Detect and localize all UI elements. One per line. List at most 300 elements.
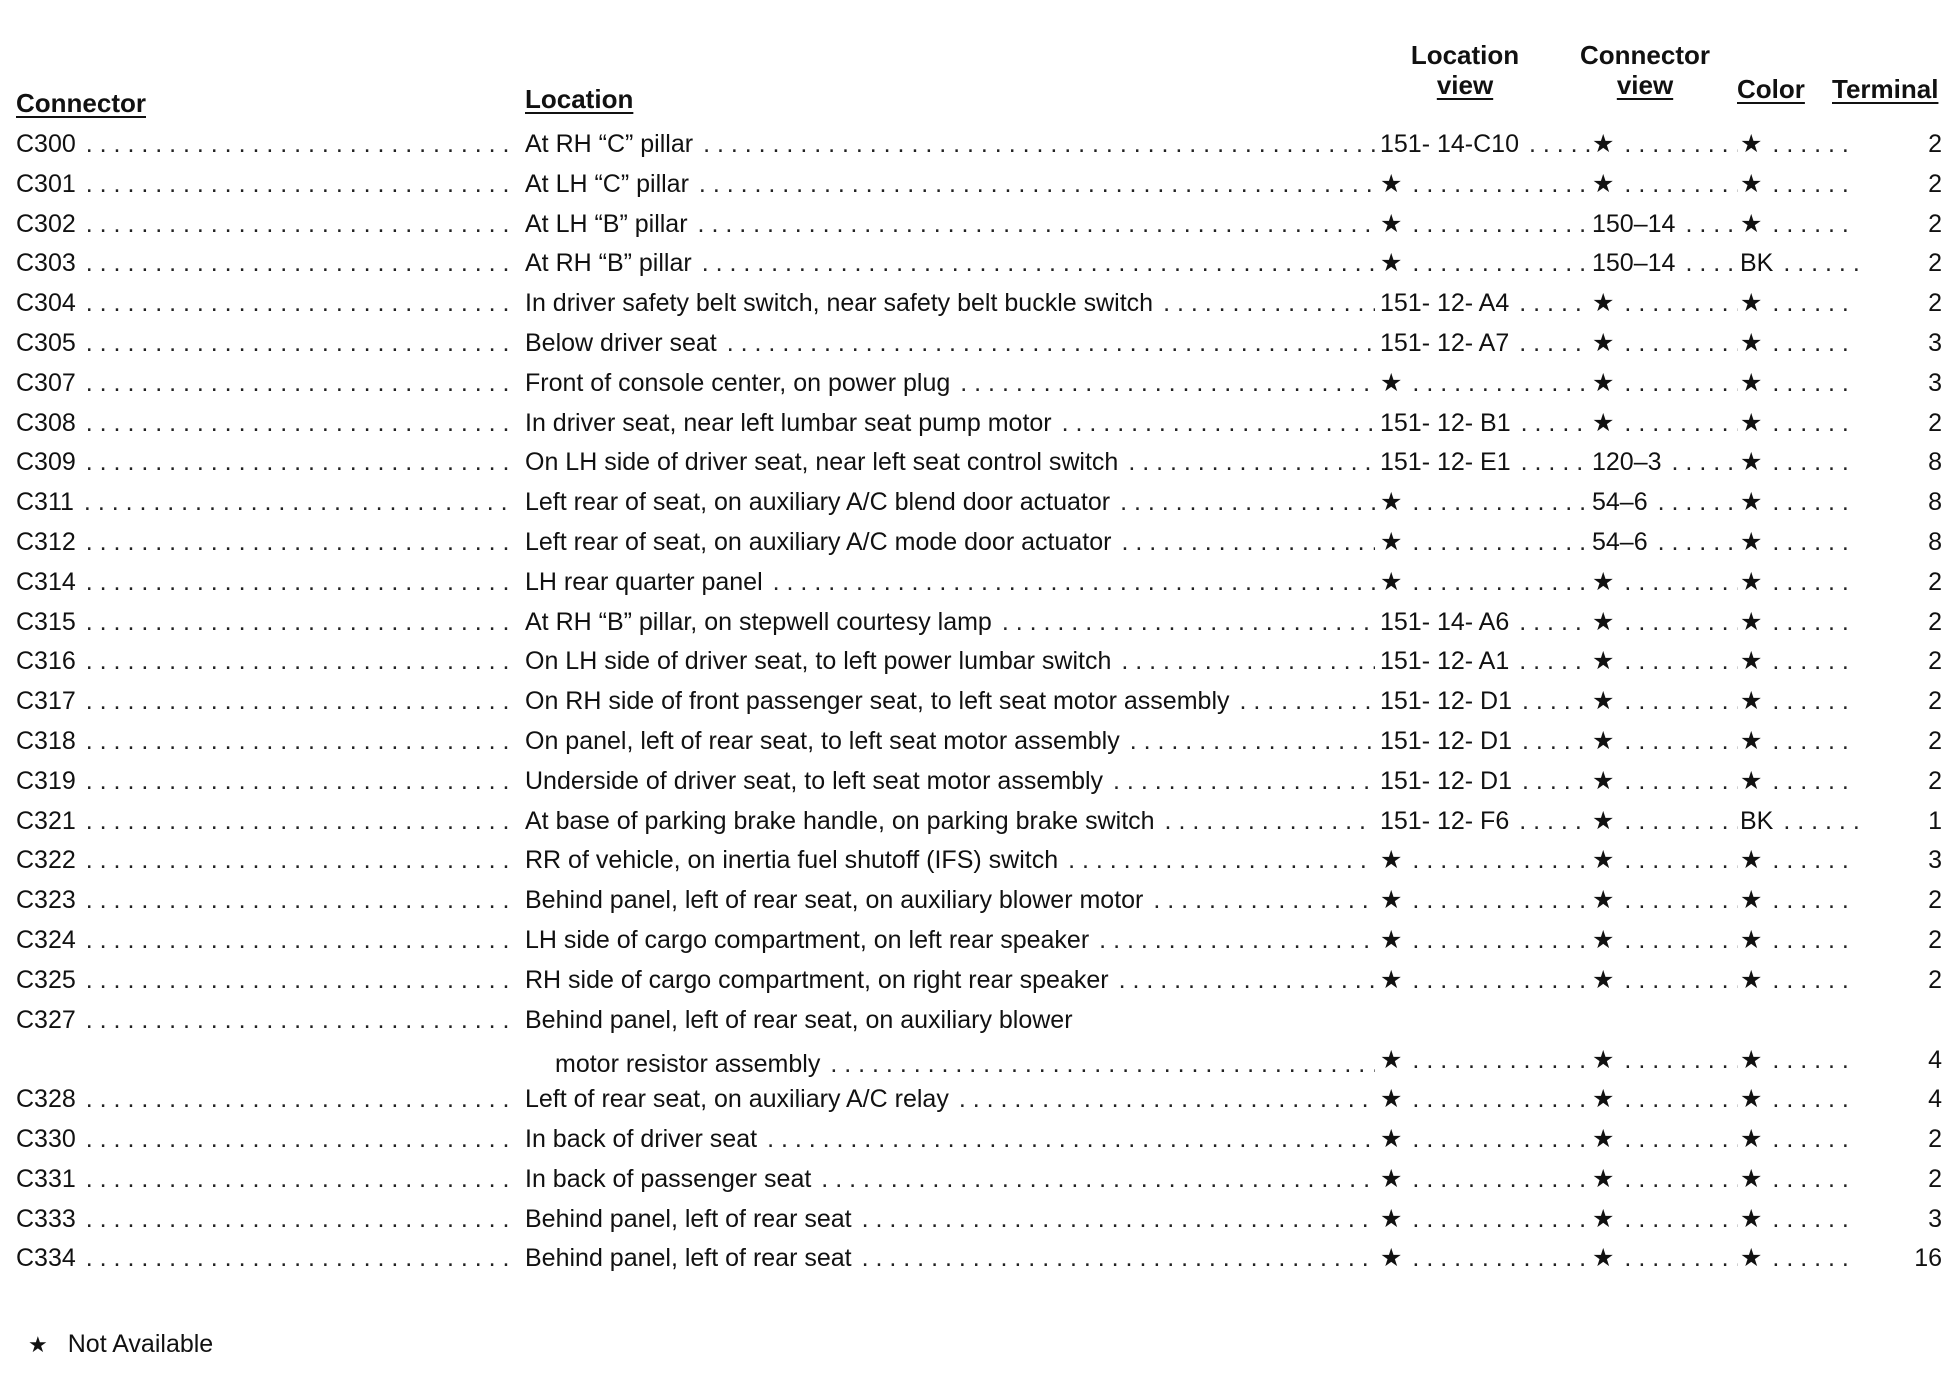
dot-leader xyxy=(727,328,1375,358)
location-cell xyxy=(525,1005,1375,1081)
dot-leader xyxy=(1624,607,1738,637)
connector-id-text: C305 xyxy=(16,328,76,357)
dot-leader xyxy=(86,567,516,597)
dot-leader xyxy=(1624,1204,1738,1234)
dot-leader xyxy=(1772,845,1858,875)
header-connector-view-line2: view xyxy=(1616,70,1674,100)
location-text-text: Behind panel, left of rear seat, on auxiliary blower motor xyxy=(525,886,1144,915)
wire-color xyxy=(1740,1164,1858,1194)
wire-color xyxy=(1740,607,1858,637)
dot-leader xyxy=(1772,726,1858,756)
header-connector: Connector xyxy=(16,88,146,118)
wire-color xyxy=(1740,1045,1858,1075)
wire-color-text: ★ xyxy=(1740,1244,1763,1273)
wire-color xyxy=(1740,885,1858,915)
location-view-text: 151- 12- F6 xyxy=(1380,806,1510,835)
wire-color xyxy=(1740,845,1858,875)
location-text xyxy=(525,487,1375,517)
location-text xyxy=(525,646,1375,676)
connector-id xyxy=(16,1084,516,1114)
dot-leader xyxy=(1624,1164,1738,1194)
wire-color xyxy=(1740,408,1858,438)
connector-view xyxy=(1592,248,1738,278)
connector-view xyxy=(1592,607,1738,637)
connector-id-text: C333 xyxy=(16,1204,76,1233)
connector-id-text: C334 xyxy=(16,1244,76,1273)
table-row xyxy=(0,124,1958,164)
location-text xyxy=(525,766,1375,796)
terminal-count: 3 xyxy=(1928,1204,1942,1233)
table-row xyxy=(0,1000,1958,1080)
terminal-count: 4 xyxy=(1928,1045,1942,1074)
connector-id xyxy=(16,965,516,995)
location-view-text: ★ xyxy=(1380,169,1403,198)
table-row xyxy=(0,323,1958,363)
location-view-text: 151- 12- B1 xyxy=(1380,408,1511,437)
dot-leader xyxy=(86,885,516,915)
connector-id xyxy=(16,527,516,557)
connector-id xyxy=(16,1164,516,1194)
table-row xyxy=(0,363,1958,403)
dot-leader xyxy=(1624,646,1738,676)
dot-leader xyxy=(1163,288,1375,318)
location-view xyxy=(1380,965,1590,995)
dot-leader xyxy=(1772,607,1858,637)
location-text xyxy=(525,686,1375,716)
dot-leader xyxy=(773,567,1375,597)
connector-id-text: C323 xyxy=(16,886,76,915)
connector-id-text: C330 xyxy=(16,1124,76,1153)
terminal-count: 2 xyxy=(1928,289,1942,318)
location-text-text: At LH “B” pillar xyxy=(525,209,688,238)
connector-view-text: 150–14 xyxy=(1592,209,1676,238)
location-text-text: On panel, left of rear seat, to left seat motor assembly xyxy=(525,726,1120,755)
dot-leader xyxy=(1412,169,1590,199)
dot-leader xyxy=(1772,1084,1858,1114)
connector-view xyxy=(1592,726,1738,756)
connector-id-text: C307 xyxy=(16,368,76,397)
connector-view-text: ★ xyxy=(1592,567,1615,596)
location-text-text: At RH “B” pillar xyxy=(525,249,692,278)
dot-leader xyxy=(1412,487,1590,517)
wire-color-text: ★ xyxy=(1740,846,1763,875)
dot-leader xyxy=(1412,965,1590,995)
dot-leader xyxy=(698,209,1375,239)
location-view-text: ★ xyxy=(1380,1204,1403,1233)
dot-leader xyxy=(1128,447,1375,477)
dot-leader xyxy=(1522,686,1590,716)
header-connector-view xyxy=(1560,40,1730,100)
connector-view-text: 54–6 xyxy=(1592,527,1648,556)
location-view-text: ★ xyxy=(1380,965,1403,994)
terminal-count: 2 xyxy=(1928,965,1942,994)
table-row xyxy=(0,602,1958,642)
connector-id xyxy=(16,686,516,716)
connector-view-text: ★ xyxy=(1592,1244,1615,1273)
dot-leader xyxy=(86,607,516,637)
connector-view xyxy=(1592,646,1738,676)
connector-id xyxy=(16,1124,516,1154)
connector-view-text: ★ xyxy=(1592,687,1615,716)
location-text xyxy=(525,726,1375,756)
location-view-text: ★ xyxy=(1380,925,1403,954)
wire-color-text: ★ xyxy=(1740,687,1763,716)
connector-view xyxy=(1592,169,1738,199)
connector-view xyxy=(1592,686,1738,716)
location-view xyxy=(1380,129,1590,159)
location-view xyxy=(1380,1045,1590,1075)
location-text-text: On RH side of front passenger seat, to left seat motor assembly xyxy=(525,687,1230,716)
wire-color xyxy=(1740,169,1858,199)
connector-view xyxy=(1592,447,1738,477)
connector-id-text: C317 xyxy=(16,687,76,716)
table-row xyxy=(0,960,1958,1000)
footnote-text: Not Available xyxy=(67,1330,214,1358)
wire-color-text: ★ xyxy=(1740,647,1763,676)
dot-leader xyxy=(1772,129,1858,159)
connector-view xyxy=(1592,1243,1738,1273)
connector-view-text: 54–6 xyxy=(1592,488,1648,517)
connector-view-text: ★ xyxy=(1592,1085,1615,1114)
location-view-text: ★ xyxy=(1380,488,1403,517)
location-view-text: ★ xyxy=(1380,527,1403,556)
dot-leader xyxy=(86,288,516,318)
dot-leader xyxy=(86,527,516,557)
connector-view xyxy=(1592,965,1738,995)
location-text xyxy=(525,527,1375,557)
terminal-count: 2 xyxy=(1928,687,1942,716)
wire-color-text: ★ xyxy=(1740,488,1763,517)
dot-leader xyxy=(86,845,516,875)
table-row xyxy=(0,880,1958,920)
connector-id-text: C301 xyxy=(16,169,76,198)
dot-leader xyxy=(1624,129,1738,159)
location-text xyxy=(525,328,1375,358)
location-view xyxy=(1380,368,1590,398)
dot-leader xyxy=(1412,567,1590,597)
terminal-count: 2 xyxy=(1928,925,1942,954)
wire-color-text: ★ xyxy=(1740,289,1763,318)
dot-leader xyxy=(1522,766,1590,796)
wire-color xyxy=(1740,925,1858,955)
terminal-count: 1 xyxy=(1928,806,1942,835)
terminal-count: 8 xyxy=(1928,448,1942,477)
table-row xyxy=(0,283,1958,323)
table-row xyxy=(0,641,1958,681)
location-text-text: LH rear quarter panel xyxy=(525,567,763,596)
dot-leader xyxy=(1772,368,1858,398)
connector-view xyxy=(1592,1124,1738,1154)
connector-id xyxy=(16,328,516,358)
location-view xyxy=(1380,408,1590,438)
location-view xyxy=(1380,1084,1590,1114)
connector-id-text: C319 xyxy=(16,766,76,795)
terminal-count: 3 xyxy=(1928,328,1942,357)
dot-leader xyxy=(1772,766,1858,796)
wire-color-text: ★ xyxy=(1740,1085,1763,1114)
table-row xyxy=(0,164,1958,204)
dot-leader xyxy=(1113,766,1375,796)
location-view-text: ★ xyxy=(1380,1045,1403,1074)
location-text xyxy=(525,1164,1375,1194)
location-view xyxy=(1380,1124,1590,1154)
dot-leader xyxy=(1783,806,1858,836)
connector-id xyxy=(16,885,516,915)
location-view xyxy=(1380,487,1590,517)
location-text xyxy=(525,1124,1375,1154)
dot-leader xyxy=(862,1204,1375,1234)
wire-color xyxy=(1740,368,1858,398)
connector-view-text: ★ xyxy=(1592,766,1615,795)
connector-view-text: ★ xyxy=(1592,1164,1615,1193)
location-view xyxy=(1380,527,1590,557)
terminal-count: 2 xyxy=(1928,607,1942,636)
connector-id xyxy=(16,567,516,597)
star-icon: ★ xyxy=(28,1332,48,1357)
wire-color-text: ★ xyxy=(1740,408,1763,437)
header-color: Color xyxy=(1737,74,1805,104)
connector-view-text: ★ xyxy=(1592,647,1615,676)
table-row xyxy=(0,1159,1958,1199)
dot-leader xyxy=(1002,607,1375,637)
dot-leader xyxy=(1772,288,1858,318)
location-text xyxy=(525,368,1375,398)
wire-color xyxy=(1740,567,1858,597)
connector-view xyxy=(1592,766,1738,796)
location-text-text: RH side of cargo compartment, on right rear speaker xyxy=(525,965,1109,994)
terminal-count: 2 xyxy=(1928,130,1942,158)
dot-leader xyxy=(86,248,516,278)
connector-id xyxy=(16,368,516,398)
location-view xyxy=(1380,447,1590,477)
terminal-count: 2 xyxy=(1928,1124,1942,1153)
location-text-text: Left of rear seat, on auxiliary A/C relay xyxy=(525,1085,949,1114)
wire-color xyxy=(1740,487,1858,517)
dot-leader xyxy=(1772,447,1858,477)
location-text xyxy=(525,845,1375,875)
location-text-text: Front of console center, on power plug xyxy=(525,368,951,397)
location-text-text: Behind panel, left of rear seat xyxy=(525,1204,852,1233)
location-view-text: 151- 14- A6 xyxy=(1380,607,1510,636)
dot-leader xyxy=(1412,845,1590,875)
location-view-text: ★ xyxy=(1380,368,1403,397)
connector-id-text: C304 xyxy=(16,289,76,318)
location-view-text: 151- 12- A1 xyxy=(1380,647,1510,676)
connector-id-text: C300 xyxy=(16,130,76,158)
location-view xyxy=(1380,1204,1590,1234)
dot-leader xyxy=(86,925,516,955)
location-text xyxy=(525,288,1375,318)
location-view xyxy=(1380,726,1590,756)
dot-leader xyxy=(1783,248,1858,278)
location-text-text: At LH “C” pillar xyxy=(525,169,689,198)
dot-leader xyxy=(86,169,516,199)
dot-leader xyxy=(1624,1124,1738,1154)
location-text-text: In back of passenger seat xyxy=(525,1164,812,1193)
dot-leader xyxy=(86,408,516,438)
wire-color-text: ★ xyxy=(1740,527,1763,556)
footnote xyxy=(28,1330,213,1359)
connector-view-text: ★ xyxy=(1592,1204,1615,1233)
header-terminal: Terminal xyxy=(1832,74,1939,104)
dot-leader xyxy=(1412,1204,1590,1234)
connector-view xyxy=(1592,1084,1738,1114)
dot-leader xyxy=(1121,646,1375,676)
dot-leader xyxy=(1519,607,1590,637)
dot-leader xyxy=(830,1049,1375,1079)
location-line2 xyxy=(555,1049,1375,1079)
location-line2-text: motor resistor assembly xyxy=(555,1049,821,1078)
location-view-text: ★ xyxy=(1380,209,1403,238)
dot-leader xyxy=(1624,567,1738,597)
wire-color-text: ★ xyxy=(1740,1124,1763,1153)
connector-id xyxy=(16,806,516,836)
wire-color-text: ★ xyxy=(1740,925,1763,954)
dot-leader xyxy=(1412,1243,1590,1273)
connector-view xyxy=(1592,925,1738,955)
location-text-text: At RH “C” pillar xyxy=(525,130,694,158)
location-view-text: ★ xyxy=(1380,1244,1403,1273)
dot-leader xyxy=(1772,169,1858,199)
dot-leader xyxy=(1624,726,1738,756)
dot-leader xyxy=(959,1084,1375,1114)
location-text xyxy=(525,1084,1375,1114)
connector-id-text: C325 xyxy=(16,965,76,994)
dot-leader xyxy=(702,248,1375,278)
location-text xyxy=(525,806,1375,836)
dot-leader xyxy=(86,368,516,398)
dot-leader xyxy=(1412,1164,1590,1194)
header-location-view-line1: Location xyxy=(1410,40,1520,70)
terminal-count: 16 xyxy=(1914,1244,1942,1273)
dot-leader xyxy=(1412,925,1590,955)
wire-color xyxy=(1740,527,1858,557)
location-view-text: 151- 14-C10 xyxy=(1380,130,1519,158)
terminal-count: 2 xyxy=(1928,726,1942,755)
connector-id-text: C316 xyxy=(16,647,76,676)
dot-leader xyxy=(1772,408,1858,438)
connector-view-text: ★ xyxy=(1592,846,1615,875)
connector-id xyxy=(16,487,516,517)
dot-leader xyxy=(1519,646,1590,676)
dot-leader xyxy=(1772,646,1858,676)
dot-leader xyxy=(1624,1243,1738,1273)
connector-view xyxy=(1592,129,1738,159)
dot-leader xyxy=(86,646,516,676)
connector-view-text: 120–3 xyxy=(1592,448,1662,477)
connector-id xyxy=(16,726,516,756)
dot-leader xyxy=(1412,1124,1590,1154)
table-row xyxy=(0,761,1958,801)
location-view-text: ★ xyxy=(1380,846,1403,875)
header-location: Location xyxy=(525,84,634,114)
dot-leader xyxy=(86,1084,516,1114)
table-row xyxy=(0,1079,1958,1119)
dot-leader xyxy=(86,447,516,477)
dot-leader xyxy=(1658,527,1738,557)
connector-view xyxy=(1592,408,1738,438)
wire-color-text: ★ xyxy=(1740,886,1763,915)
location-text-text: Below driver seat xyxy=(525,328,717,357)
connector-id-text: C327 xyxy=(16,1005,76,1034)
dot-leader xyxy=(1624,169,1738,199)
connector-id xyxy=(16,209,516,239)
dot-leader xyxy=(86,129,516,159)
dot-leader xyxy=(767,1124,1375,1154)
table-row xyxy=(0,442,1958,482)
connector-id-text: C315 xyxy=(16,607,76,636)
location-view-text: 151- 12- D1 xyxy=(1380,726,1513,755)
dot-leader xyxy=(1772,209,1858,239)
dot-leader xyxy=(1624,686,1738,716)
connector-id-text: C314 xyxy=(16,567,76,596)
location-text-text: LH side of cargo compartment, on left rear speaker xyxy=(525,925,1090,954)
terminal-count: 2 xyxy=(1928,408,1942,437)
location-text-text: Left rear of seat, on auxiliary A/C blend door actuator xyxy=(525,488,1111,517)
table-row xyxy=(0,562,1958,602)
connector-view-text: ★ xyxy=(1592,965,1615,994)
dot-leader xyxy=(1772,567,1858,597)
connector-view xyxy=(1592,288,1738,318)
wire-color xyxy=(1740,129,1858,159)
terminal-count: 2 xyxy=(1928,249,1942,278)
table-row xyxy=(0,1119,1958,1159)
dot-leader xyxy=(1624,328,1738,358)
connector-view xyxy=(1592,567,1738,597)
location-view xyxy=(1380,1243,1590,1273)
connector-view-text: ★ xyxy=(1592,130,1615,158)
dot-leader xyxy=(1240,686,1376,716)
dot-leader xyxy=(1062,408,1375,438)
location-text xyxy=(525,567,1375,597)
dot-leader xyxy=(86,965,516,995)
dot-leader xyxy=(1624,965,1738,995)
location-text xyxy=(525,129,1375,159)
dot-leader xyxy=(1130,726,1375,756)
dot-leader xyxy=(1412,1084,1590,1114)
connector-view-text: ★ xyxy=(1592,925,1615,954)
dot-leader xyxy=(1685,248,1738,278)
connector-id xyxy=(16,1204,516,1234)
connector-id xyxy=(16,1243,516,1273)
location-text-text: In driver safety belt switch, near safety belt buckle switch xyxy=(525,289,1154,318)
dot-leader xyxy=(1772,1164,1858,1194)
location-view-text: 151- 12- D1 xyxy=(1380,766,1513,795)
wire-color-text: ★ xyxy=(1740,1164,1763,1193)
dot-leader xyxy=(1772,965,1858,995)
connector-id xyxy=(16,646,516,676)
connector-id xyxy=(16,925,516,955)
connector-id xyxy=(16,169,516,199)
location-text xyxy=(525,169,1375,199)
connector-id xyxy=(16,408,516,438)
wire-color-text: ★ xyxy=(1740,607,1763,636)
connector-view xyxy=(1592,487,1738,517)
table-row xyxy=(0,681,1958,721)
dot-leader xyxy=(86,726,516,756)
dot-leader xyxy=(1772,1204,1858,1234)
wire-color-text: ★ xyxy=(1740,766,1763,795)
dot-leader xyxy=(1624,925,1738,955)
location-view xyxy=(1380,169,1590,199)
dot-leader xyxy=(1165,806,1375,836)
location-text xyxy=(525,925,1375,955)
terminal-count: 2 xyxy=(1928,886,1942,915)
location-text-text: Left rear of seat, on auxiliary A/C mode door actuator xyxy=(525,527,1112,556)
wire-color-text: ★ xyxy=(1740,965,1763,994)
terminal-count: 8 xyxy=(1928,527,1942,556)
wire-color-text: ★ xyxy=(1740,726,1763,755)
